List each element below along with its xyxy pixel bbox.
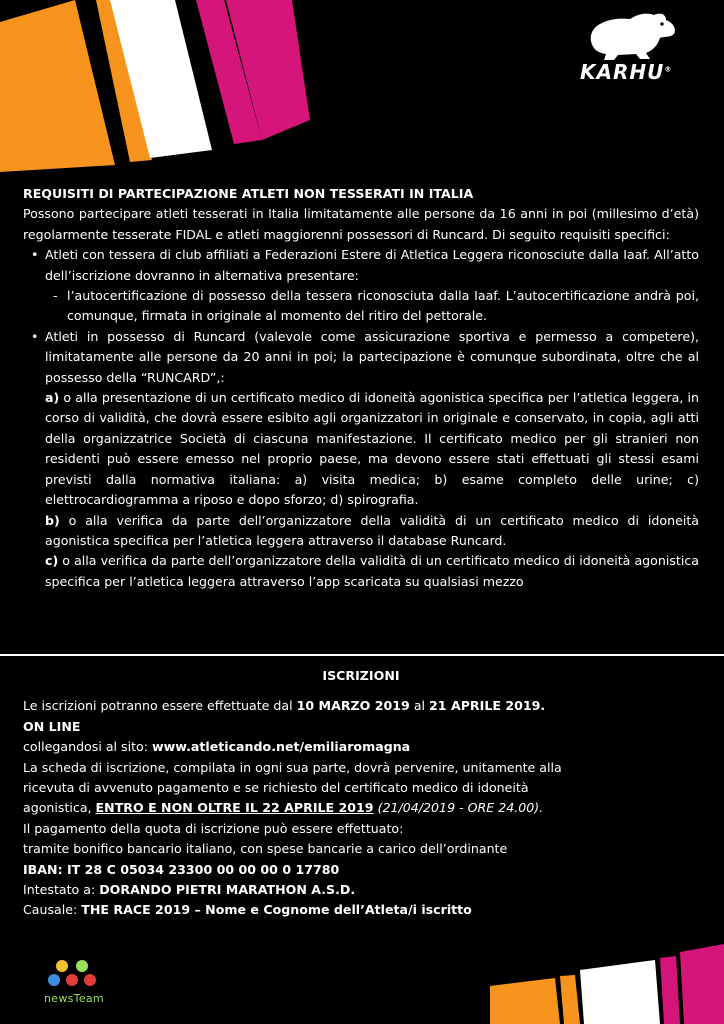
- site-line: collegandosi al sito: www.atleticando.net/emiliaromagna: [23, 739, 411, 755]
- requirements-list: [23, 245, 699, 591]
- registration-title: ISCRIZIONI: [322, 668, 400, 683]
- list-item: [45, 245, 699, 327]
- text-line: La scheda di iscrizione, compilata in ogni sua parte, dovrà pervenire, unitamente alla: [23, 759, 562, 775]
- registration-section: [23, 666, 703, 921]
- deadline-line: agonistica, ENTRO E NON OLTRE IL 22 APRILE 2019 (21/04/2019 - ORE 24.00).: [23, 800, 544, 816]
- causale-line: Causale: THE RACE 2019 – Nome e Cognome dell’Atleta/i iscritto: [23, 902, 472, 918]
- newsteam-label: newsTeam: [44, 992, 104, 1005]
- beneficiary-line: Intestato a: DORANDO PIETRI MARATHON A.S.D.: [23, 882, 356, 898]
- bullet-runcard: Atleti in possesso di Runcard (valevole come assicurazione sportiva e permesso a competere), limitatamente alle persone da 20 anni in poi; la partecipazione è comunque subordinata, oltre che al possesso della “RUNCARD”,:: [45, 328, 699, 385]
- list-item: [45, 327, 699, 591]
- online-label: ON LINE: [23, 718, 81, 734]
- option-c: c) o alla verifica da parte dell’organizzatore della validità di un certificato medico di idoneità agonistica specifica per l’atletica leggera attraverso l’app scaricata su qualsiasi mezzo: [45, 553, 699, 589]
- decorative-stripes-bottom: [480, 940, 724, 1024]
- list-item: - l’autocertificazione di possesso della tessera riconosciuta dalla Iaaf. L’autocertificazione andrà poi, comunque, firmata in originale al momento del ritiro del pettorale.: [67, 286, 699, 327]
- option-b: b) o alla verifica da parte dell’organizzatore della validità di un certificato medico di idoneità agonistica specifica per l’atletica leggera attraverso il database Runcard.: [45, 512, 699, 548]
- karhu-logo: [580, 10, 690, 90]
- bear-icon: [580, 10, 680, 62]
- sub-list: [45, 286, 699, 327]
- requirements-title: REQUISITI DI PARTECIPAZIONE ATLETI NON TESSERATI IN ITALIA: [23, 186, 474, 201]
- divider: [0, 654, 724, 656]
- text-line: ricevuta di avvenuto pagamento e se richiesto del certificato medico di idoneità: [23, 780, 529, 796]
- requirements-intro: Possono partecipare atleti tesserati in Italia limitatamente alle persone da 16 anni in poi (millesimo d’età) regolarmente tesserate FIDAL e atleti maggiorenni possessori di Runcard. Di seguito requisiti specifici:: [23, 206, 699, 242]
- decorative-stripes-top: [0, 0, 320, 180]
- karhu-wordmark: KARHU®: [580, 60, 673, 84]
- text-line: Il pagamento della quota di iscrizione può essere effettuato:: [23, 820, 404, 836]
- iban-line: IBAN: IT 28 C 05034 23300 00 00 00 0 17780: [23, 861, 340, 877]
- bullet-foreign-athletes: Atleti con tessera di club affiliati a Federazioni Estere di Atletica Leggera riconosciute dalla Iaaf. All’atto dell’iscrizione dovranno in alternativa presentare:: [45, 247, 699, 283]
- requirements-section: [23, 184, 699, 591]
- newsteam-logo: [44, 956, 134, 1012]
- newsteam-icon: [44, 956, 104, 990]
- site-link[interactable]: www.atleticando.net/emiliaromagna: [152, 739, 411, 755]
- text-line: tramite bonifico bancario italiano, con spese bancarie a carico dell’ordinante: [23, 841, 508, 857]
- option-a: a) o alla presentazione di un certificato medico di idoneità agonistica specifica per l’atletica leggera, in corso di validità, che dovrà essere esibito agli organizzatori in originale e conservato, in copia, agli atti della organizzatrice Società di ciascuna manifestazione. Il certificato medico per gli stranieri non residenti può essere emesso nel proprio paese, ma devono essere stati effettuati gli stessi esami previsti dalla normativa italiana: a) visita medica; b) esame completo delle urine; c) elettrocardiogramma a riposo e dopo sforzo; d) spirografia.: [45, 390, 699, 508]
- registration-dates: Le iscrizioni potranno essere effettuate dal 10 MARZO 2019 al 21 APRILE 2019.: [23, 698, 546, 714]
